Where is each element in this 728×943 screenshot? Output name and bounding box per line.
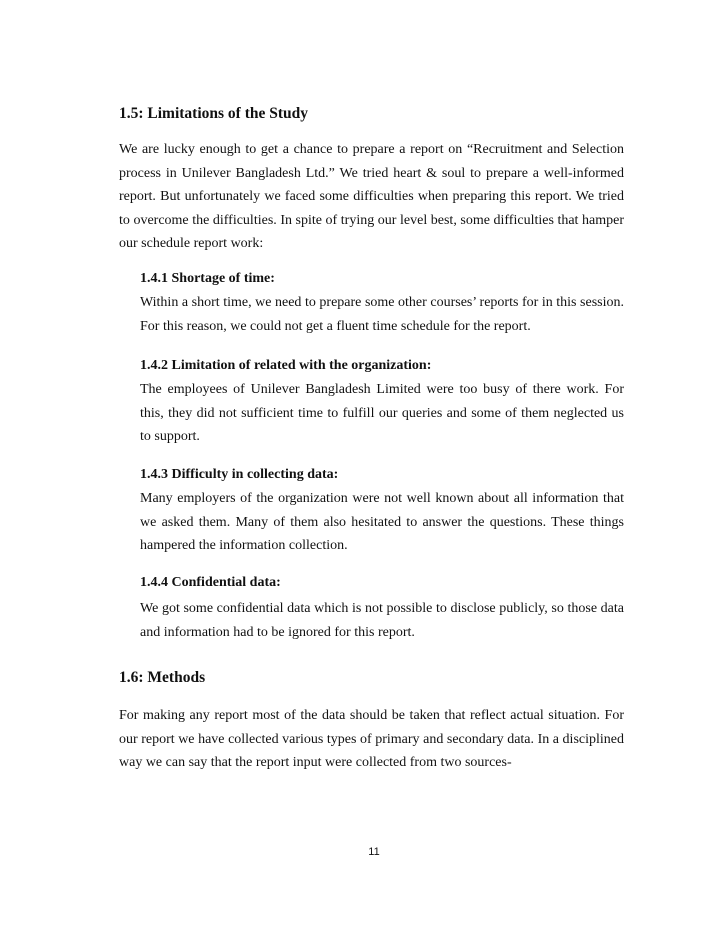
methods-paragraph: For making any report most of the data should be taken that reflect actual situation. For our report we have collected various types of primary and secondary data. In a disciplined way we can say that the report input were collected from two sources- xyxy=(119,708,624,770)
section-heading-methods: 1.6: Methods xyxy=(119,669,206,686)
section-heading-limitations: 1.5: Limitations of the Study xyxy=(119,105,309,122)
subsection-body-organization-limitation: The employees of Unilever Bangladesh Limited were too busy of there work. For this, they did not sufficient time to fulfill our queries and some of them neglected us to support. xyxy=(140,382,624,444)
subsection-heading-shortage-of-time: 1.4.1 Shortage of time: xyxy=(140,271,275,286)
subsection-heading-confidential-data: 1.4.4 Confidential data: xyxy=(140,575,281,590)
page-number: 11 xyxy=(368,846,380,858)
subsection-body-shortage-of-time: Within a short time, we need to prepare some other courses’ reports for in this session. For this reason, we could not get a fluent time schedule for the report. xyxy=(140,295,624,334)
subsection-body-confidential-data: We got some confidential data which is not possible to disclose publicly, so those data and information had to be ignored for this report. xyxy=(140,601,624,640)
limitations-intro-paragraph: We are lucky enough to get a chance to prepare a report on “Recruitment and Selection process in Unilever Bangladesh Ltd.” We tried heart & soul to prepare a well-informed report. But unfortunately we faced some difficulties when preparing this report. We tried to overcome the difficulties. In spite of trying our level best, some difficulties that hamper our schedule report work: xyxy=(119,142,624,251)
subsection-heading-data-collection: 1.4.3 Difficulty in collecting data: xyxy=(140,467,339,482)
subsection-body-data-collection: Many employers of the organization were not well known about all information that we asked them. Many of them also hesitated to answer the questions. These things hampered the information collection. xyxy=(140,491,624,553)
subsection-heading-organization-limitation: 1.4.2 Limitation of related with the organization: xyxy=(140,358,432,373)
